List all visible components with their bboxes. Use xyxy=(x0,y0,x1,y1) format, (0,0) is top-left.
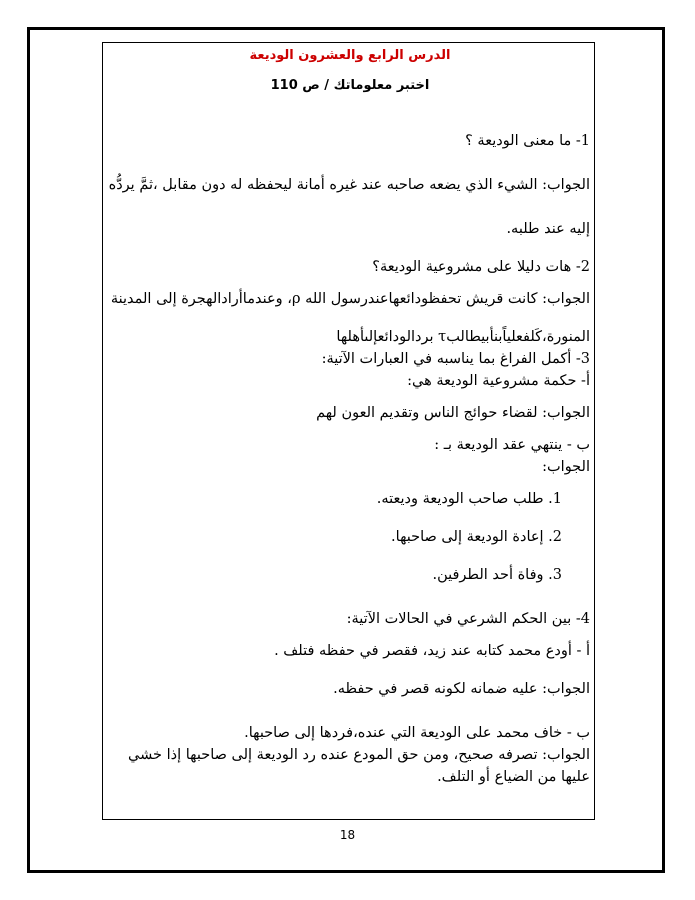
lesson-title: الدرس الرابع والعشرون الوديعة xyxy=(249,48,451,63)
answer-4-case-b-line-1: الجواب: تصرفه صحيح، ومن حق المودع عنده رد الوديعة إلى صاحبها إذا خشي xyxy=(128,747,590,763)
answer-1-line-1: الجواب: الشيء الذي يضعه صاحبه عند غيره أمانة ليحفظه له دون مقابل ،ثمَّ يردُّه xyxy=(108,177,590,193)
question-1: 1- ما معنى الوديعة ؟ xyxy=(465,133,590,149)
page-number: 18 xyxy=(339,828,356,842)
list-item-3: 3. وفاة أحد الطرفين. xyxy=(432,567,562,583)
list-item-1: 1. طلب صاحب الوديعة وديعته. xyxy=(376,491,562,507)
question-3-part-b: ب - ينتهي عقد الوديعة بـ : xyxy=(434,437,590,453)
answer-4-case-b-line-2: عليها من الضياع أو التلف. xyxy=(437,769,590,785)
list-item-2: 2. إعادة الوديعة إلى صاحبها. xyxy=(391,529,562,545)
question-4-case-b: ب - خاف محمد على الوديعة التي عنده،فردها إلى صاحبها. xyxy=(244,725,590,741)
lesson-content xyxy=(110,44,590,788)
answer-3-part-b-label: الجواب: xyxy=(542,459,590,475)
question-3-part-a: أ- حكمة مشروعية الوديعة هي: xyxy=(407,373,590,389)
question-3: 3- أكمل الفراغ بما يناسبه في العبارات الآتية: xyxy=(321,351,590,367)
answer-4-case-a: الجواب: عليه ضمانه لكونه قصر في حفظه. xyxy=(333,681,590,697)
answer-1-line-2: إليه عند طلبه. xyxy=(506,221,590,237)
lesson-subtitle: اختبر معلوماتك / ص 110 xyxy=(270,78,430,93)
question-4: 4- بين الحكم الشرعي في الحالات الآتية: xyxy=(346,611,590,627)
question-2: 2- هات دليلا على مشروعية الوديعة؟ xyxy=(372,259,590,275)
answer-2-line-1: الجواب: كانت قريش تحفظودائعهاعندرسول الله ρ، وعندماأرادالهجرة إلى المدينة xyxy=(110,291,590,307)
answer-2-line-2: المنورة،كَلفعلياًبنأبيطالبτ بردالودائعإلىأهلها xyxy=(336,329,590,345)
answer-3-part-a: الجواب: لقضاء حوائج الناس وتقديم العون لهم xyxy=(316,405,590,421)
question-4-case-a: أ - أودع محمد كتابه عند زيد، فقصر في حفظه فتلف . xyxy=(274,643,590,659)
